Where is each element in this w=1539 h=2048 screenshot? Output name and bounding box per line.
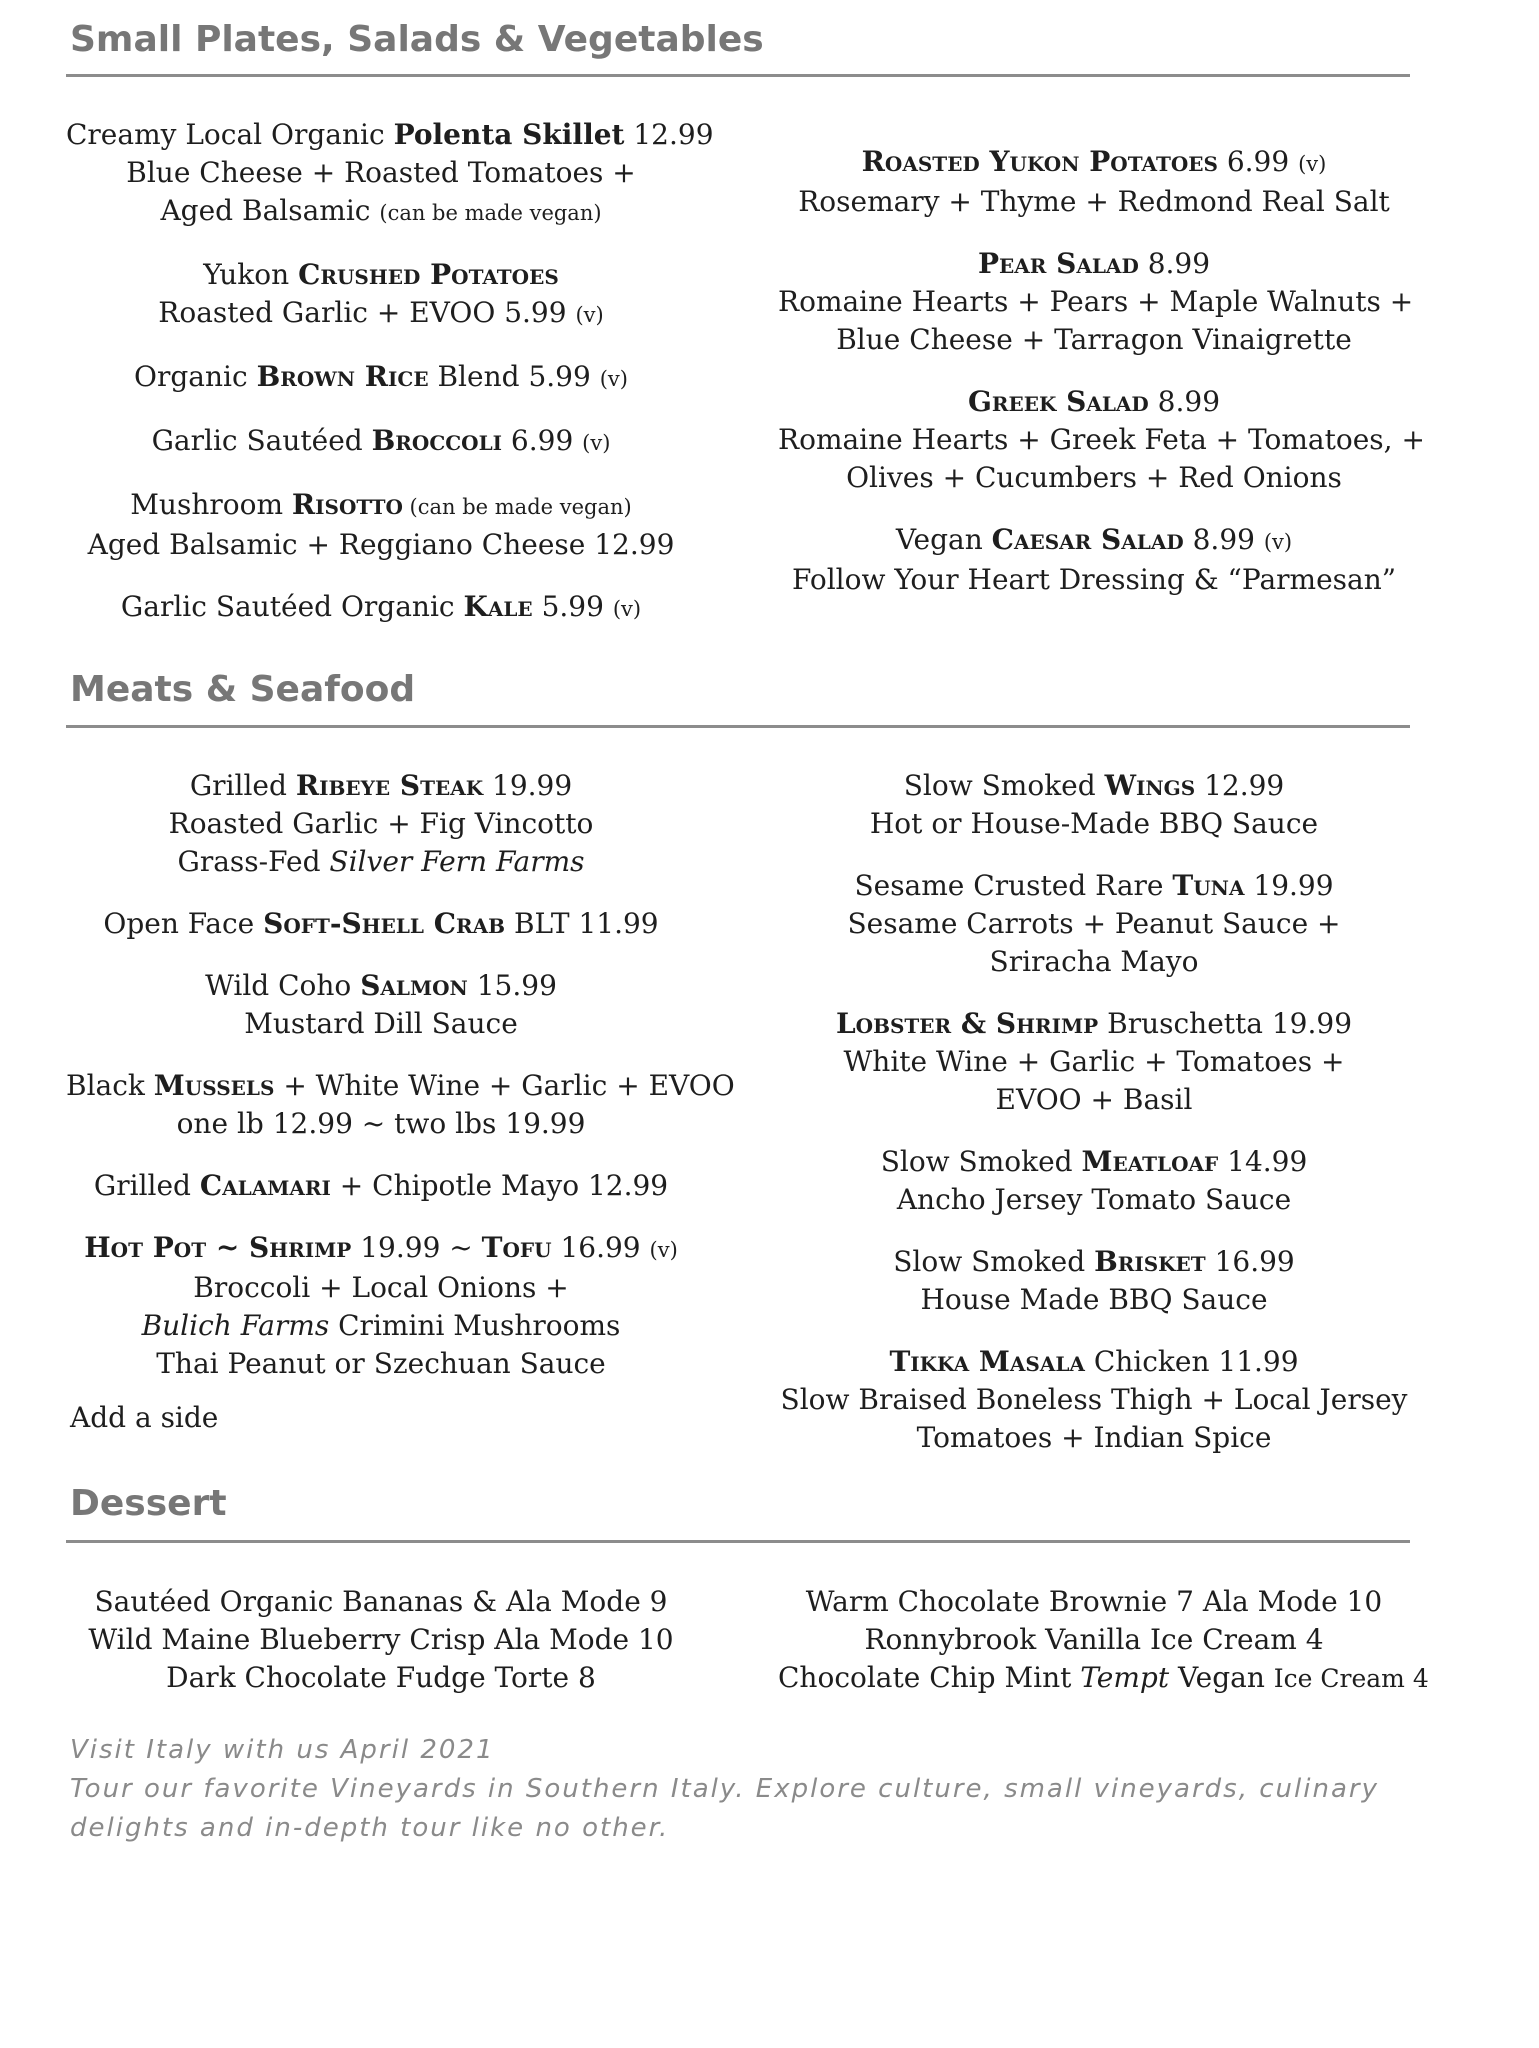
item-desc: Ancho Jersey Tomato Sauce xyxy=(896,1183,1292,1216)
item-price: 19.99 xyxy=(483,769,573,802)
promo-line: Visit Italy with us April 2021 xyxy=(70,1735,495,1765)
dessert-item: Wild Maine Blueberry Crisp Ala Mode 10 xyxy=(88,1623,674,1656)
item-desc: Olives + Cucumbers + Red Onions xyxy=(846,461,1342,494)
item-desc: Rosemary + Thyme + Redmond Real Salt xyxy=(798,185,1390,218)
item-desc: Vegan xyxy=(1169,1661,1274,1694)
item-desc: Grilled xyxy=(189,769,296,802)
menu-item-mussels xyxy=(66,1067,735,1143)
item-name: Wings xyxy=(1104,769,1196,802)
item-name: Brown Rice xyxy=(256,360,429,393)
item-name: Brisket xyxy=(1094,1245,1206,1278)
item-desc: Sesame Crusted Rare xyxy=(854,869,1173,902)
dessert-list xyxy=(778,1583,1429,1698)
menu-item-tuna xyxy=(778,867,1410,981)
dessert-list xyxy=(66,1583,696,1697)
item-name: Roasted Yukon Potatoes xyxy=(861,145,1218,178)
farm-name: Silver Fern Farms xyxy=(329,845,585,878)
item-name: Crushed Potatoes xyxy=(298,258,559,291)
dessert-item: Sautéed Organic Bananas & Ala Mode 9 xyxy=(94,1585,668,1618)
item-desc: Aged Balsamic xyxy=(160,194,380,227)
menu-item-wings xyxy=(778,767,1410,843)
item-desc: EVOO + Basil xyxy=(995,1083,1193,1116)
item-desc: Sriracha Mayo xyxy=(989,945,1199,978)
dessert-left-column xyxy=(66,1583,696,1721)
item-name: Caesar Salad xyxy=(991,523,1184,556)
item-desc: White Wine + Garlic + Tomatoes + xyxy=(843,1045,1345,1078)
item-desc: Garlic Sautéed xyxy=(151,424,372,457)
item-desc: Blue Cheese + Tarragon Vinaigrette xyxy=(836,323,1352,356)
item-desc: Mushroom xyxy=(130,488,292,521)
item-price: 16.99 xyxy=(1205,1245,1295,1278)
menu-item-soft-shell-crab xyxy=(66,905,696,943)
item-price: 8.99 xyxy=(1138,247,1211,280)
item-price: 14.99 xyxy=(1218,1145,1308,1178)
menu-item-tikka-masala xyxy=(778,1343,1410,1457)
item-desc: Blue Cheese + Roasted Tomatoes + xyxy=(126,156,636,189)
promo-line: Tour our favorite Vineyards in Southern Italy. Explore culture, small vineyards, culinary xyxy=(70,1774,1379,1804)
item-name: Broccoli xyxy=(371,424,503,457)
item-price: 15.99 xyxy=(467,969,557,1002)
item-name: Polenta Skillet xyxy=(393,118,625,151)
item-name: Tuna xyxy=(1172,869,1245,902)
item-name: Tikka Masala xyxy=(889,1345,1085,1378)
menu-item-calamari xyxy=(66,1167,696,1205)
item-desc: Romaine Hearts + Greek Feta + Tomatoes, + xyxy=(778,423,1425,456)
vegan-marker: (v) xyxy=(582,431,611,455)
menu-item-ribeye xyxy=(66,767,696,881)
item-price: 8.99 xyxy=(1183,523,1264,556)
item-name: Meatloaf xyxy=(1081,1145,1219,1178)
item-desc: Organic xyxy=(134,360,257,393)
vegan-marker: (v) xyxy=(1298,152,1327,176)
item-desc: Black xyxy=(66,1069,154,1102)
item-desc: House Made BBQ Sauce xyxy=(920,1283,1268,1316)
item-name: Risotto xyxy=(291,488,403,521)
item-desc: Roasted Garlic + EVOO 5.99 xyxy=(158,296,576,329)
item-desc: Wild Coho xyxy=(205,969,361,1002)
brand-name: Tempt xyxy=(1080,1661,1170,1694)
item-price: 6.99 xyxy=(502,424,583,457)
menu-item-broccoli xyxy=(66,422,696,462)
menu-item-greek-salad xyxy=(778,383,1425,497)
item-name: Calamari xyxy=(199,1169,331,1202)
section-divider xyxy=(66,725,1410,728)
item-desc: Roasted Garlic + Fig Vincotto xyxy=(168,807,594,840)
item-desc: Mustard Dill Sauce xyxy=(244,1007,518,1040)
add-a-side-note: Add a side xyxy=(70,1401,219,1434)
item-name: Mussels xyxy=(153,1069,275,1102)
item-name: Soft-Shell Crab xyxy=(263,907,506,940)
item-desc: Vegan xyxy=(895,523,992,556)
dessert-item: Dark Chocolate Fudge Torte 8 xyxy=(166,1661,596,1694)
menu-item-hot-pot xyxy=(66,1229,696,1383)
item-desc: Hot or House-Made BBQ Sauce xyxy=(869,807,1319,840)
farm-name: Bulich Farms xyxy=(141,1309,330,1342)
item-name: Greek Salad xyxy=(967,385,1149,418)
item-desc: Yukon xyxy=(203,258,299,291)
item-desc: Garlic Sautéed Organic xyxy=(120,590,464,623)
promo-line: delights and in-depth tour like no other. xyxy=(70,1813,670,1843)
item-name: Pear Salad xyxy=(977,247,1139,280)
vegan-marker: (v) xyxy=(575,303,604,327)
item-desc: Broccoli + Local Onions + xyxy=(193,1271,569,1304)
item-price: 19.99 xyxy=(1244,869,1334,902)
item-price: Chicken 11.99 xyxy=(1084,1345,1299,1378)
menu-item-yukon-potatoes xyxy=(778,143,1410,221)
item-desc: Ice Cream 4 xyxy=(1273,1664,1429,1693)
menu-item-crushed-potatoes xyxy=(66,256,696,334)
vegan-marker: (v) xyxy=(1263,530,1293,554)
item-desc: Grilled xyxy=(93,1169,200,1202)
item-price: BLT 11.99 xyxy=(505,907,659,940)
menu-item-polenta xyxy=(66,116,714,232)
item-desc: Crimini Mushrooms xyxy=(329,1309,621,1342)
italy-tour-promo xyxy=(70,1731,1410,1848)
item-desc: Chocolate Chip Mint xyxy=(778,1661,1081,1694)
item-desc: Follow Your Heart Dressing & “Parmesan” xyxy=(791,563,1397,596)
menu-item-risotto xyxy=(66,486,696,564)
item-price: 19.99 ~ xyxy=(351,1231,482,1264)
item-price: 12.99 xyxy=(624,118,714,151)
item-name: Kale xyxy=(463,590,533,623)
item-name: Tofu xyxy=(481,1231,552,1264)
item-note: (can be made vegan) xyxy=(402,495,632,519)
item-name: Salmon xyxy=(360,969,468,1002)
small-plates-right-column xyxy=(778,143,1425,623)
item-name: Lobster & Shrimp xyxy=(835,1007,1099,1040)
item-desc: Tomatoes + Indian Spice xyxy=(916,1421,1272,1454)
item-desc: Aged Balsamic + Reggiano Cheese 12.99 xyxy=(87,528,675,561)
item-price: 8.99 xyxy=(1148,385,1221,418)
menu-item-kale xyxy=(66,588,696,628)
item-note: (can be made vegan) xyxy=(379,201,602,225)
vegan-marker: (v) xyxy=(649,1238,678,1262)
section-title-meats-seafood: Meats & Seafood xyxy=(70,669,416,710)
item-price: 12.99 xyxy=(1195,769,1285,802)
item-desc: Slow Smoked xyxy=(893,1245,1095,1278)
item-desc: Thai Peanut or Szechuan Sauce xyxy=(156,1347,606,1380)
section-divider xyxy=(66,74,1410,77)
dessert-right-column xyxy=(778,1583,1429,1722)
item-desc: Sesame Carrots + Peanut Sauce + xyxy=(847,907,1341,940)
menu-item-brisket xyxy=(778,1243,1410,1319)
item-desc: + Chipotle Mayo 12.99 xyxy=(330,1169,669,1202)
item-price: 16.99 xyxy=(551,1231,650,1264)
section-title-small-plates: Small Plates, Salads & Vegetables xyxy=(70,19,764,60)
item-desc: Slow Braised Boneless Thigh + Local Jersey xyxy=(780,1383,1408,1416)
item-price: 5.99 xyxy=(532,590,613,623)
item-name: Hot Pot ~ Shrimp xyxy=(84,1231,352,1264)
vegan-marker: (v) xyxy=(599,367,628,391)
menu-item-lobster-shrimp xyxy=(778,1005,1410,1119)
dessert-item: Warm Chocolate Brownie 7 Ala Mode 10 xyxy=(805,1585,1383,1618)
item-desc: Slow Smoked xyxy=(903,769,1105,802)
item-desc: + White Wine + Garlic + EVOO xyxy=(274,1069,735,1102)
item-desc: Slow Smoked xyxy=(880,1145,1082,1178)
meats-right-column xyxy=(778,767,1410,1481)
section-title-dessert: Dessert xyxy=(70,1483,227,1524)
menu-item-pear-salad xyxy=(778,245,1414,359)
menu-item-salmon xyxy=(66,967,696,1043)
item-desc: Creamy Local Organic xyxy=(66,118,394,151)
item-desc: Romaine Hearts + Pears + Maple Walnuts + xyxy=(778,285,1414,318)
item-price: Blend 5.99 xyxy=(428,360,600,393)
section-divider xyxy=(66,1540,1410,1543)
menu-item-caesar-salad xyxy=(778,521,1410,599)
dessert-item: Ronnybrook Vanilla Ice Cream 4 xyxy=(864,1623,1324,1656)
vegan-marker: (v) xyxy=(612,597,642,621)
dessert-item xyxy=(778,1659,1429,1698)
menu-item-brown-rice xyxy=(66,358,696,398)
meats-left-column xyxy=(66,767,735,1407)
item-name: Ribeye Steak xyxy=(295,769,484,802)
menu-item-meatloaf xyxy=(778,1143,1410,1219)
item-price: Bruschetta 19.99 xyxy=(1098,1007,1353,1040)
item-price: one lb 12.99 ~ two lbs 19.99 xyxy=(176,1107,586,1140)
item-price: 6.99 xyxy=(1217,145,1299,178)
item-desc: Open Face xyxy=(103,907,264,940)
item-desc: Grass-Fed xyxy=(177,845,330,878)
small-plates-left-column xyxy=(66,116,714,652)
